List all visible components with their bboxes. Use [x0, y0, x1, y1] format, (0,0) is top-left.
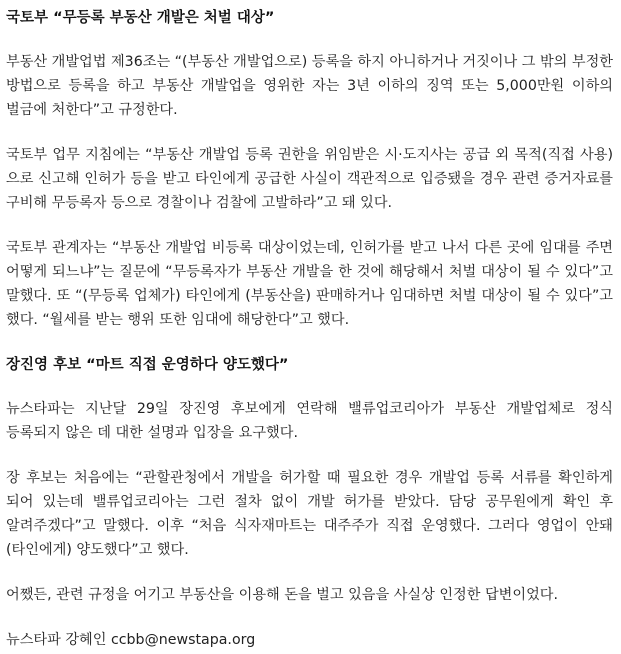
paragraph-5: 장 후보는 처음에는 “관할관청에서 개발을 허가할 때 필요한 경우 개발업 등록 서류를 확인하게 되어 있는데 밸류업코리아는 그런 절차 없이 개발 허가를 받았다. 담당 공무원에게 확인 후 알려주겠다”고 말했다. 이후 “처음 식자재마트는 대주주가 직접 운영했다. 그러다 영업이 안돼 (타인에게) 양도했다”고 했다. — [6, 470, 613, 558]
paragraph-6: 어쨌든, 관련 규정을 어기고 부동산을 이용해 돈을 벌고 있음을 사실상 인정한 답변이었다. — [6, 587, 559, 603]
paragraph-3: 국토부 관계자는 “부동산 개발업 비등록 대상이었는데, 인허가를 받고 나서 다른 곳에 임대를 주면 어떻게 되느냐”는 질문에 “무등록자가 부동산 개발을 한 것에 해당해서 처벌 대상이 될 수 있다”고 말했다. 또 “(무등록 업체가) 타인에게 (부동산을) 판매하거나 임대하면 처벌 대상이 될 수 있다”고 했다. “월세를 받는 행위 또한 임대에 해당한다”고 했다. — [6, 240, 613, 328]
paragraph-1: 부동산 개발업법 제36조는 “(부동산 개발업으로) 등록을 하지 아니하거나 거짓이나 그 밖의 부정한 방법으로 등록을 하고 부동산 개발업을 영위한 자는 3년 이하의 징역 또는 5,000만원 이하의 벌금에 처한다”고 규정한다. — [6, 54, 613, 118]
paragraph-4: 뉴스타파는 지난달 29일 장진영 후보에게 연락해 밸류업코리아가 부동산 개발업체로 정식 등록되지 않은 데 대한 설명과 입장을 요구했다. — [6, 401, 613, 441]
section-heading-2: 장진영 후보 “마트 직접 운영하다 양도했다” — [6, 357, 289, 373]
byline: 뉴스타파 강혜인 ccbb@newstapa.org — [6, 632, 256, 648]
paragraph-2: 국토부 업무 지침에는 “부동산 개발업 등록 권한을 위임받은 시·도지사는 공급 외 목적(직접 사용)으로 신고해 인허가 등을 받고 타인에게 공급한 사실이 객관적으로 입증됐을 경우 관련 증거자료를 구비해 무등록자 등으로 경찰이나 검찰에 고발하라”고 돼 있다. — [6, 147, 613, 211]
section-heading-1: 국토부 “무등록 부동산 개발은 처벌 대상” — [6, 10, 275, 26]
